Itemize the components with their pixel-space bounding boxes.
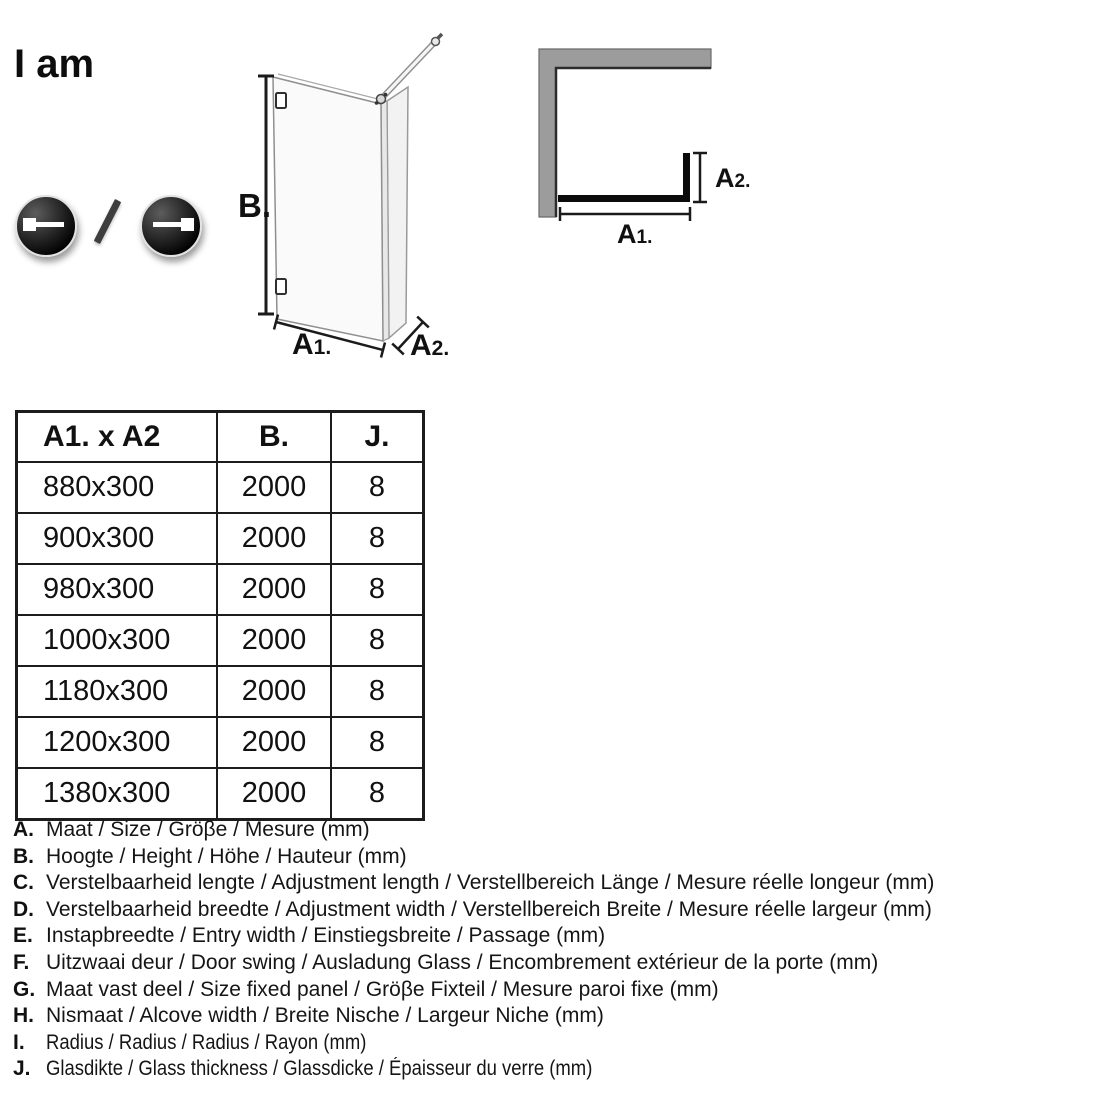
- legend-text: Maat vast deel / Size fixed panel / Gröβe Fixteil / Mesure paroi fixe (mm): [46, 977, 719, 1001]
- legend-text: Nismaat / Alcove width / Breite Nische / Largeur Niche (mm): [46, 1004, 604, 1028]
- legend-key: E.: [13, 924, 33, 948]
- legend-item: [13, 1030, 934, 1057]
- wall-bracket-bottom: [276, 279, 286, 294]
- legend-key: I.: [13, 1030, 25, 1054]
- fixed-end-marker: [181, 218, 194, 231]
- legend-item: [13, 923, 934, 950]
- return-panel-line: [683, 153, 690, 202]
- size-cell: 1380x300: [17, 768, 218, 820]
- panel-bar: [35, 222, 64, 227]
- legend-key: D.: [13, 897, 34, 921]
- table-row: [17, 666, 424, 717]
- legend-text: Uitzwaai deur / Door swing / Ausladung Glass / Encombrement extérieur de la porte (mm): [46, 950, 879, 974]
- size-cell: 900x300: [17, 513, 218, 564]
- legend-item: [13, 1003, 934, 1030]
- glass-panel: [273, 77, 383, 341]
- table-row: [17, 768, 424, 820]
- panel-bar: [153, 222, 182, 227]
- table-row: [17, 462, 424, 513]
- depth-label: A2.: [410, 329, 450, 362]
- height-cell: 2000: [217, 717, 331, 768]
- header-thickness: J.: [331, 412, 424, 463]
- legend-key: H.: [13, 1004, 34, 1028]
- size-cell: 1200x300: [17, 717, 218, 768]
- thickness-cell: 8: [331, 666, 424, 717]
- thickness-cell: 8: [331, 564, 424, 615]
- legend-text: Radius / Radius / Radius / Rayon (mm): [46, 1030, 367, 1054]
- width-label: A1.: [617, 219, 653, 249]
- size-cell: 1000x300: [17, 615, 218, 666]
- legend-key: B.: [13, 844, 34, 868]
- legend-item: [13, 950, 934, 977]
- legend-key: A.: [13, 818, 34, 841]
- legend-text: Verstelbaarheid lengte / Adjustment length / Verstellbereich Länge / Mesure réelle longeur (mm): [46, 871, 935, 895]
- table-row: [17, 615, 424, 666]
- legend-key: J.: [13, 1057, 31, 1081]
- thickness-cell: 8: [331, 462, 424, 513]
- dimensions-table: [15, 410, 425, 821]
- table-header-row: [17, 412, 424, 463]
- legend-text: Instapbreedte / Entry width / Einstiegsbreite / Passage (mm): [46, 924, 606, 948]
- size-cell: 880x300: [17, 462, 218, 513]
- header-height: B.: [217, 412, 331, 463]
- legend-text: Hoogte / Height / Höhe / Hauteur (mm): [46, 844, 407, 868]
- legend-key: G.: [13, 977, 36, 1001]
- slash-separator-icon: [94, 199, 122, 244]
- orientation-left-icon: [15, 195, 77, 257]
- top-view-diagram: [520, 30, 760, 260]
- legend: [13, 817, 934, 1083]
- legend-key: F.: [13, 950, 30, 974]
- legend-item: [13, 1056, 934, 1083]
- table-row: [17, 564, 424, 615]
- legend-item: [13, 817, 934, 844]
- width-label: A1.: [292, 328, 332, 361]
- height-cell: 2000: [217, 666, 331, 717]
- wall-bracket-top: [276, 93, 286, 108]
- height-label: B.: [238, 187, 271, 224]
- height-cell: 2000: [217, 564, 331, 615]
- height-cell: 2000: [217, 615, 331, 666]
- depth-dimension-line: [693, 153, 707, 202]
- height-cell: 2000: [217, 462, 331, 513]
- glass-panel-line: [558, 195, 690, 202]
- legend-item: [13, 977, 934, 1004]
- thickness-cell: 8: [331, 717, 424, 768]
- thickness-cell: 8: [331, 768, 424, 820]
- legend-text: Verstelbaarheid breedte / Adjustment width / Verstellbereich Breite / Mesure réelle largeur (mm): [46, 897, 932, 921]
- orientation-right-icon: [140, 195, 202, 257]
- height-cell: 2000: [217, 513, 331, 564]
- legend-item: [13, 870, 934, 897]
- legend-item: [13, 844, 934, 871]
- table-row: [17, 513, 424, 564]
- panel-3d-diagram: [230, 20, 460, 380]
- header-size: A1. x A2: [17, 412, 218, 463]
- legend-text: Maat / Size / Gröβe / Mesure (mm): [46, 818, 370, 841]
- legend-key: C.: [13, 871, 34, 895]
- size-cell: 1180x300: [17, 666, 218, 717]
- thickness-cell: 8: [331, 513, 424, 564]
- height-cell: 2000: [217, 768, 331, 820]
- product-title: I am: [14, 42, 95, 86]
- depth-label: A2.: [715, 163, 751, 193]
- size-cell: 980x300: [17, 564, 218, 615]
- legend-text: Glasdikte / Glass thickness / Glassdicke / Épaisseur du verre (mm): [46, 1057, 593, 1081]
- table-row: [17, 717, 424, 768]
- thickness-cell: 8: [331, 615, 424, 666]
- return-panel: [387, 87, 408, 338]
- legend-item: [13, 897, 934, 924]
